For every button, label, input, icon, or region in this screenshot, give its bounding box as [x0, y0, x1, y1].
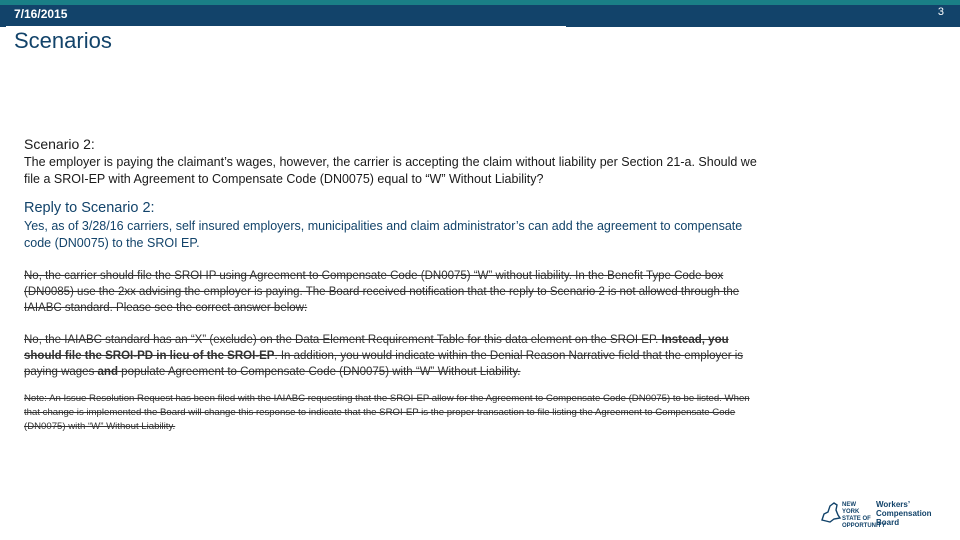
wcb-logo — [818, 498, 938, 532]
reply-struck-answer-2 — [24, 332, 764, 380]
struck-2-part-b: . In addition, you would indicate within the Denial Reason Narrative field that the employer is paying wages — [24, 350, 744, 378]
new-york-state-map-icon — [818, 500, 842, 526]
page-title: Scenarios — [14, 28, 112, 53]
logo-org-name: Workers’ Compensation Board — [876, 500, 932, 527]
logo-state-text: NEW YORK STATE OF OPPORTUNITY — [842, 502, 886, 529]
scenario-text: The employer is paying the claimant’s wages, however, the carrier is accepting the claim without liability per Section 21-a. Should we file a SROI-EP with Agreement to Compensate Code (DN0075) equal to “W” Without Liability? — [24, 155, 757, 186]
struck-2-part-a: No, the IAIABC standard has an “X” (exclude) on the Data Element Requirement Table for this data element on the SROI EP. — [24, 334, 662, 346]
struck-2-part-c: populate Agreement to Compensate Code (DN0075) with “W” Without Liability. — [117, 366, 521, 378]
slide-date: 7/16/2015 — [14, 7, 68, 21]
struck-2-and: and — [97, 366, 118, 378]
header-accent-stripe — [0, 0, 960, 5]
reply-current-answer: Yes, as of 3/28/16 carriers, self insured employers, municipalities and claim administrator’s can add the agreement to compensate code (DN0075) to the SROI EP. — [24, 219, 743, 250]
slide-content — [24, 136, 764, 434]
reply-note: Note: An Issue Resolution Request has been filed with the IAIABC requesting that the SROI-EP allow for the Agreement to Compensate Code (DN0075) to be listed. When that change is implemented the Board will change this response to indicate that the SROI-EP is the proper transaction to file listing the Agreement to Compensate Code (DN0075) with “W” Without Liability. — [24, 393, 750, 432]
struck-2-bold: Instead, you should file the SROI-PD in lieu of the SROI-EP — [24, 334, 729, 362]
slide-page-number: 3 — [937, 6, 944, 18]
reply-struck-answer-1: No, the carrier should file the SROI IP using Agreement to Compensate Code (DN0075) “W” without liability. In the Benefit Type Code box (DN0085) use the 2xx advising the employer is paying. The Board received notification that the reply to Scenario 2 is not allowed through the IAIABC standard. Please see the correct answer below: — [24, 270, 740, 314]
reply-heading: Reply to Scenario 2: — [24, 200, 155, 216]
scenario-heading: Scenario 2: — [24, 136, 95, 152]
